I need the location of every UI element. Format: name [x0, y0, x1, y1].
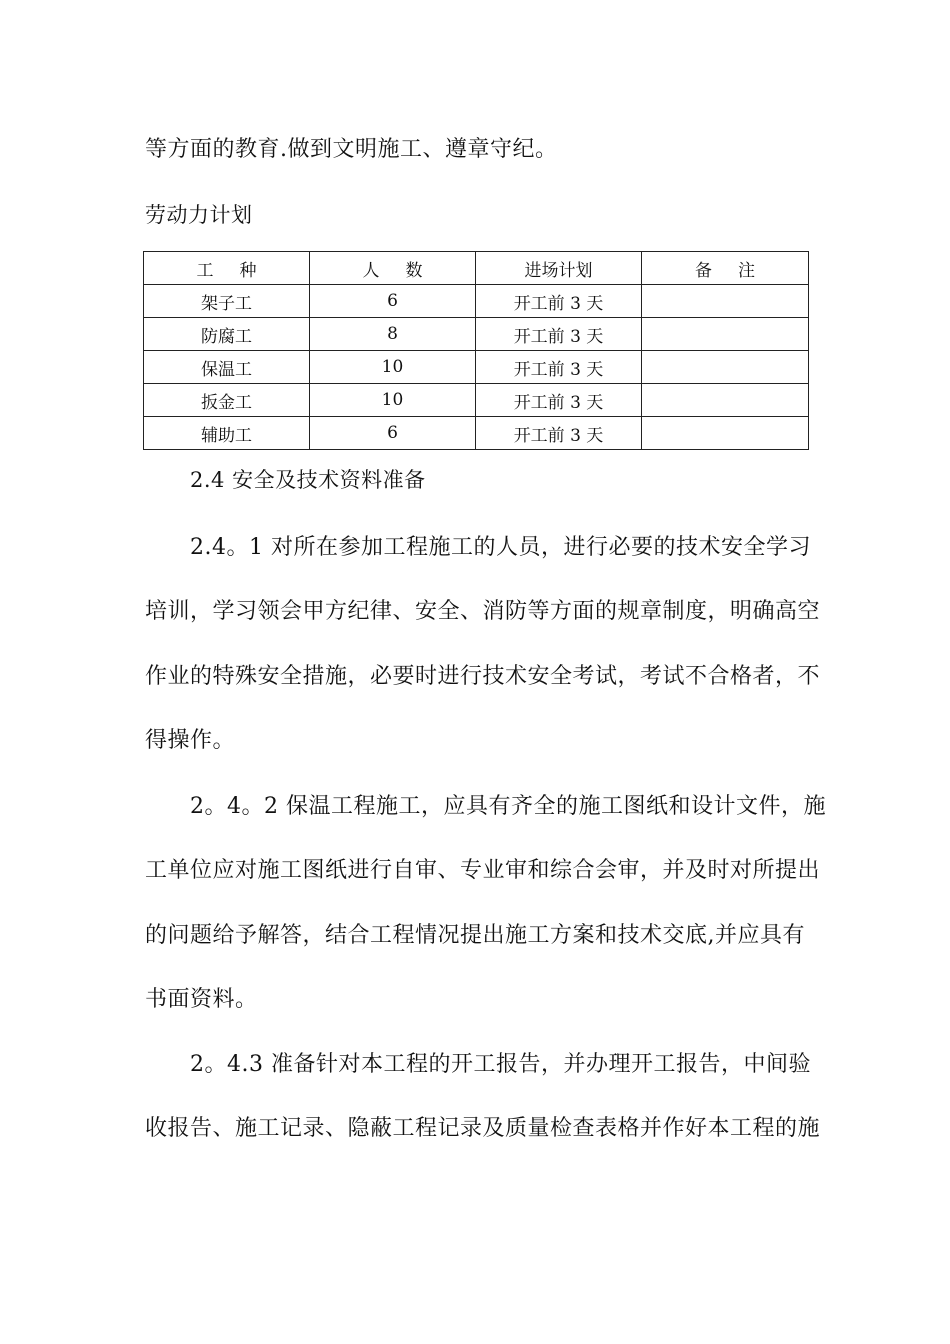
section-heading-2-4: 2.4 安全及技术资料准备 [190, 468, 426, 492]
cell-plan: 开工前 3 天 [476, 318, 642, 351]
paragraph-line: 工单位应对施工图纸进行自审、专业审和综合会审，并及时对所提出 [145, 858, 821, 883]
paragraph-line: 2。4。2 保温工程施工，应具有齐全的施工图纸和设计文件，施 [190, 794, 826, 819]
table-row [144, 285, 809, 318]
cell-note [642, 417, 809, 450]
table-row [144, 351, 809, 384]
cell-plan: 开工前 3 天 [476, 384, 642, 417]
paragraph-line: 的问题给予解答，结合工程情况提出施工方案和技术交底,并应具有 [145, 923, 805, 948]
table-caption: 劳动力计划 [145, 203, 253, 227]
cell-count: 10 [310, 351, 476, 384]
paragraph-line: 作业的特殊安全措施，必要时进行技术安全考试，考试不合格者，不 [145, 664, 821, 689]
table-row [144, 417, 809, 450]
paragraph-line: 培训，学习领会甲方纪律、安全、消防等方面的规章制度，明确高空 [145, 599, 821, 624]
cell-trade: 扳金工 [144, 384, 310, 417]
header-trade: 工种 [144, 252, 310, 285]
cell-count: 10 [310, 384, 476, 417]
header-plan: 进场计划 [476, 252, 642, 285]
table-row [144, 318, 809, 351]
intro-line: 等方面的教育.做到文明施工、遵章守纪。 [145, 137, 558, 162]
header-note: 备注 [642, 252, 809, 285]
table-header-row [144, 252, 809, 285]
cell-count: 8 [310, 318, 476, 351]
paragraph-line: 书面资料。 [145, 987, 258, 1012]
cell-trade: 保温工 [144, 351, 310, 384]
table-row [144, 384, 809, 417]
labor-plan-table [143, 251, 809, 450]
cell-trade: 架子工 [144, 285, 310, 318]
paragraph-line: 得操作。 [145, 728, 236, 753]
header-count: 人数 [310, 252, 476, 285]
cell-count: 6 [310, 417, 476, 450]
paragraph-line: 收报告、施工记录、隐蔽工程记录及质量检查表格并作好本工程的施 [145, 1116, 821, 1141]
cell-trade: 辅助工 [144, 417, 310, 450]
cell-note [642, 384, 809, 417]
cell-note [642, 318, 809, 351]
paragraph-line: 2。4.3 准备针对本工程的开工报告，并办理开工报告，中间验 [190, 1052, 811, 1077]
cell-note [642, 351, 809, 384]
cell-count: 6 [310, 285, 476, 318]
paragraph-line: 2.4。1 对所在参加工程施工的人员，进行必要的技术安全学习 [190, 535, 811, 560]
cell-plan: 开工前 3 天 [476, 417, 642, 450]
cell-plan: 开工前 3 天 [476, 285, 642, 318]
cell-note [642, 285, 809, 318]
cell-plan: 开工前 3 天 [476, 351, 642, 384]
cell-trade: 防腐工 [144, 318, 310, 351]
